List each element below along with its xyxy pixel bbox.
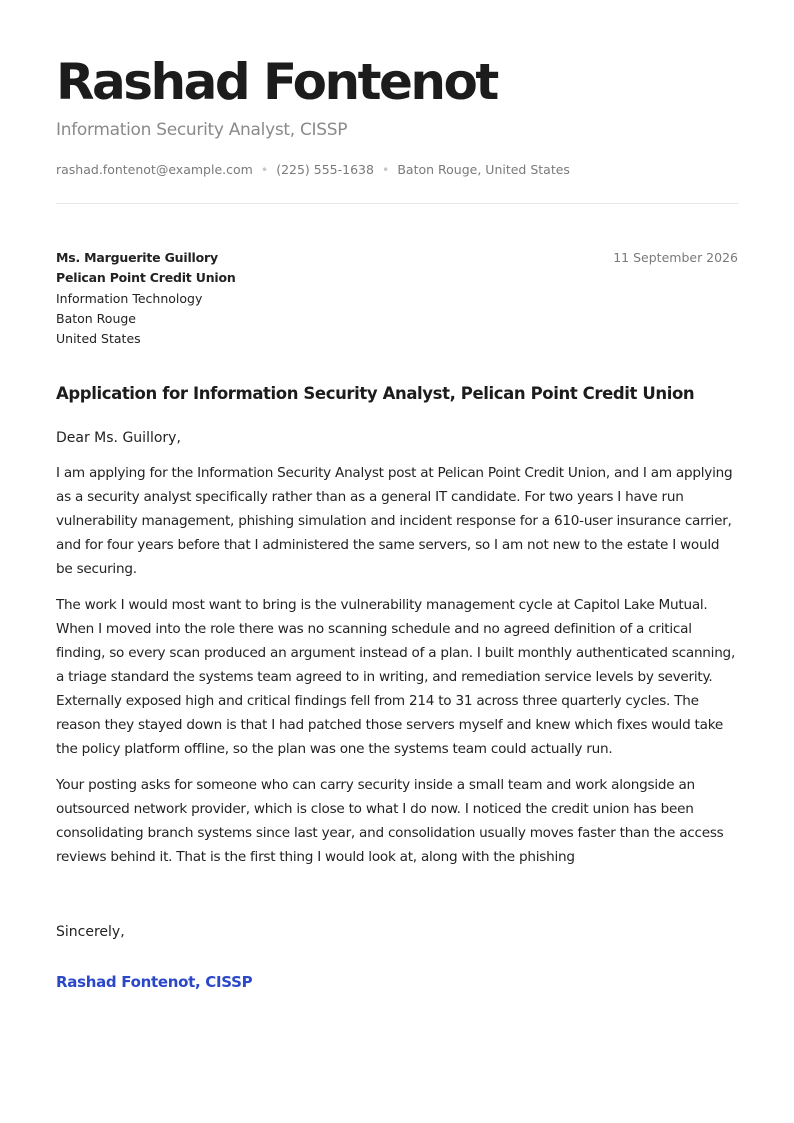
letter-subject: Application for Information Security Analyst, Pelican Point Credit Union — [56, 384, 695, 403]
body-paragraph: Your posting asks for someone who can carry security inside a small team and work alongside an outsourced network provider, which is close to what I do now. I noticed the credit union has been consolidating branch systems since last year, and consolidation usually moves faster than the access reviews behind it. That is the first thing I would look at, along with the phishing — [56, 777, 724, 865]
closing: Sincerely, — [56, 924, 125, 940]
contact-line — [56, 161, 570, 179]
body-paragraph: The work I would most want to bring is the vulnerability management cycle at Capitol Lake Mutual. When I moved into the role there was no scanning schedule and no agreed definition of a critical finding, so every scan produced an argument instead of a plan. I built monthly authenticated scanning, a triage standard the systems team agreed to in writing, and remediation service levels by severity. Externally exposed high and critical findings fell from 214 to 31 across three quarterly cycles. The reason they stayed down is that I had patched those servers myself and knew which fixes would take the policy platform offline, so the plan was one the systems team could actually run. — [56, 597, 736, 757]
header-divider — [56, 203, 738, 204]
recipient-name: Ms. Marguerite Guillory — [56, 250, 218, 265]
contact-phone[interactable]: (225) 555-1638 — [276, 162, 374, 177]
contact-separator: • — [381, 162, 390, 177]
recipient-department: Information Technology — [56, 290, 203, 306]
letter-date: 11 September 2026 — [613, 250, 738, 265]
applicant-name: Rashad Fontenot — [56, 53, 497, 111]
salutation: Dear Ms. Guillory, — [56, 430, 181, 446]
body-paragraph: I am applying for the Information Security Analyst post at Pelican Point Credit Union, and I am applying as a security analyst specifically rather than as a general IT candidate. For two years I have run vulnerability management, phishing simulation and incident response for a 610-user insurance carrier, and for four years before that I administered the same servers, so I am not new to the estate I would be securing. — [56, 465, 733, 577]
recipient-country: United States — [56, 331, 141, 347]
applicant-title: Information Security Analyst, CISSP — [56, 120, 348, 140]
letter-body — [56, 461, 738, 881]
recipient-block — [56, 248, 236, 349]
contact-separator: • — [260, 162, 269, 177]
signature: Rashad Fontenot, CISSP — [56, 973, 253, 991]
contact-location: Baton Rouge, United States — [397, 162, 570, 177]
recipient-organization: Pelican Point Credit Union — [56, 270, 236, 286]
recipient-city: Baton Rouge — [56, 310, 136, 326]
contact-email[interactable]: rashad.fontenot@example.com — [56, 162, 253, 177]
